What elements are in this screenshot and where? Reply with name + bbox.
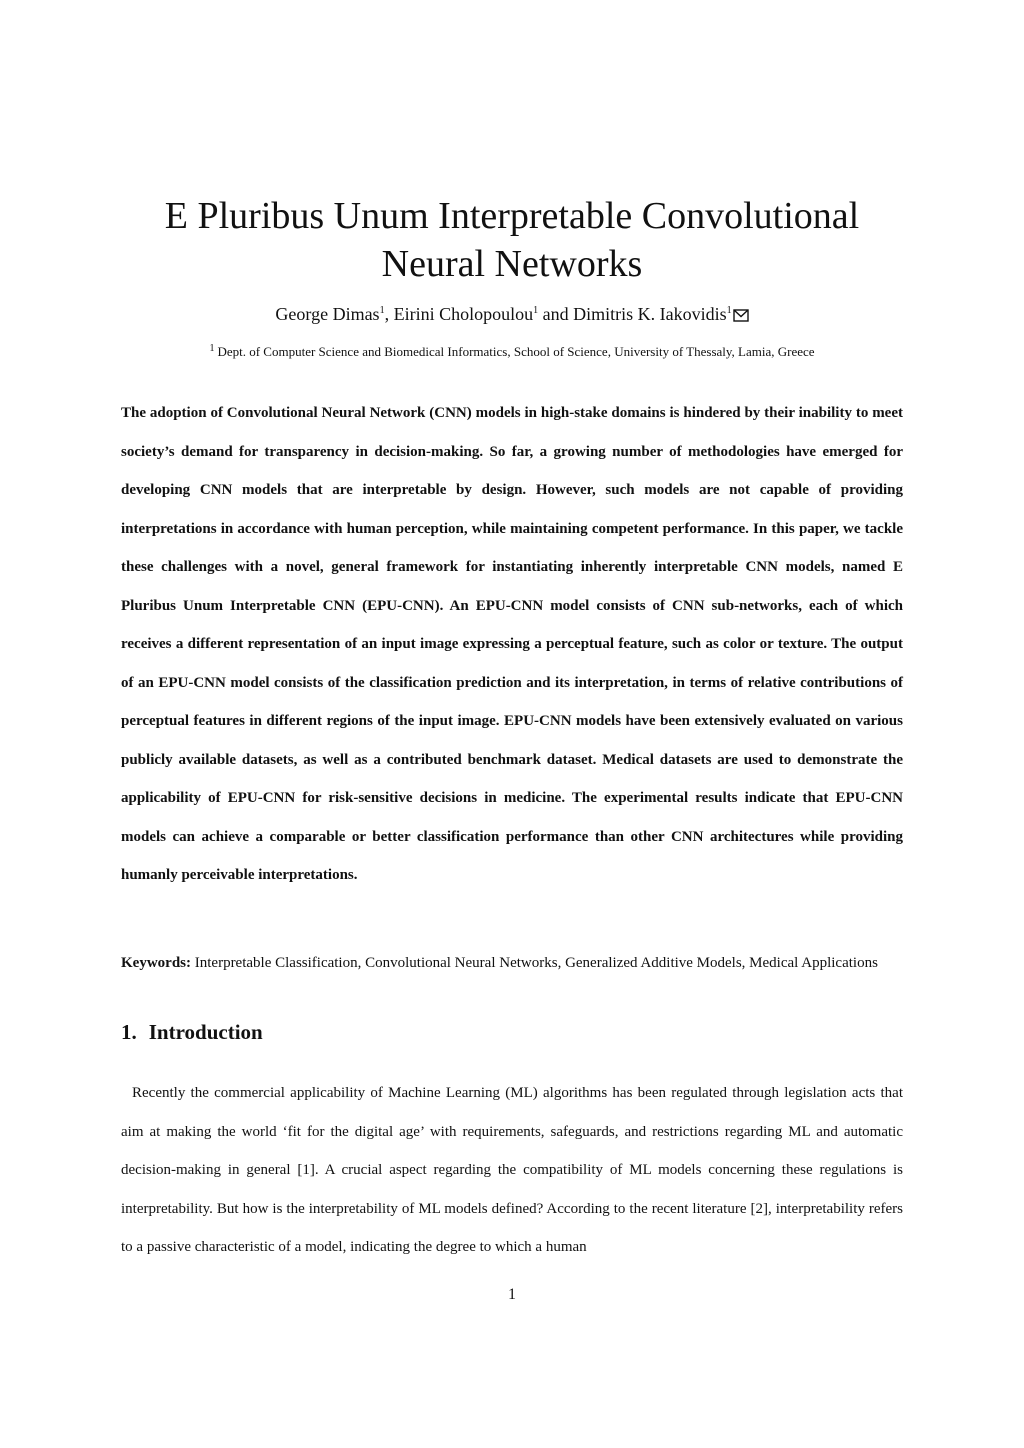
page-number: 1 (508, 1286, 516, 1303)
affiliation-text: Dept. of Computer Science and Biomedical Informatics, School of Science, University of Thessaly, Lamia, Greece (217, 344, 815, 359)
author-separator: , (384, 304, 394, 324)
author-affiliation-mark: 1 (726, 305, 732, 316)
keywords (121, 949, 903, 978)
affiliation (0, 342, 1024, 362)
section-number: 1. (121, 1020, 137, 1044)
abstract: The adoption of Convolutional Neural Network (CNN) models in high-stake domains is hindered by their inability to meet society’s demand for transparency in decision-making. So far, a growing number of methodologies have emerged for developing CNN models that are interpretable by design. However, such models are not capable of providing interpretations in accordance with human perception, while maintaining competent performance. In this paper, we tackle these challenges with a novel, general framework for instantiating inherently interpretable CNN models, named E Pluribus Unum Interpretable CNN (EPU-CNN). An EPU-CNN model consists of CNN sub-networks, each of which receives a different representation of an input image expressing a perceptual feature, such as color or texture. The output of an EPU-CNN model consists of the classification prediction and its interpretation, in terms of relative contributions of perceptual features in different regions of the input image. EPU-CNN models have been extensively evaluated on various publicly available datasets, as well as a contributed benchmark dataset. Medical datasets are used to demonstrate the applicability of EPU-CNN for risk-sensitive decisions in medicine. The experimental results indicate that EPU-CNN models can achieve a comparable or better classification performance than other CNN architectures while providing humanly perceivable interpretations. (121, 405, 903, 883)
keywords-text: Interpretable Classification, Convolutional Neural Networks, Generalized Additive Models, Medical Applications (194, 955, 878, 971)
affiliation-mark: 1 (209, 342, 215, 354)
section-title: Introduction (148, 1020, 263, 1044)
section-heading-introduction (121, 1017, 263, 1047)
envelope-icon[interactable] (733, 304, 749, 328)
introduction-paragraph: Recently the commercial applicability of Machine Learning (ML) algorithms has been regulated through legislation acts that aim at making the world ‘fit for the digital age’ with requirements, safeguards, and restrictions regarding ML and automatic decision-making in general [1]. A crucial aspect regarding the compatibility of ML models concerning these regulations is interpretability. But how is the interpretability of ML models defined? According to the recent literature [2], interpretability refers to a passive characteristic of a model, indicating the degree to which a human (121, 1085, 903, 1255)
author-affiliation-mark: 1 (533, 305, 539, 316)
paper-title-line-1: E Pluribus Unum Interpretable Convolutional (164, 195, 860, 237)
paper-title (0, 192, 1024, 288)
author-affiliation-mark: 1 (379, 305, 385, 316)
author-list (0, 302, 1024, 328)
author-name: George Dimas (275, 304, 380, 324)
author-separator: and (538, 304, 574, 324)
keywords-label: Keywords: (121, 955, 191, 971)
paper-title-line-2: Neural Networks (381, 243, 643, 285)
author-name: Eirini Cholopoulou (393, 304, 534, 324)
author-name: Dimitris K. Iakovidis (573, 304, 727, 324)
